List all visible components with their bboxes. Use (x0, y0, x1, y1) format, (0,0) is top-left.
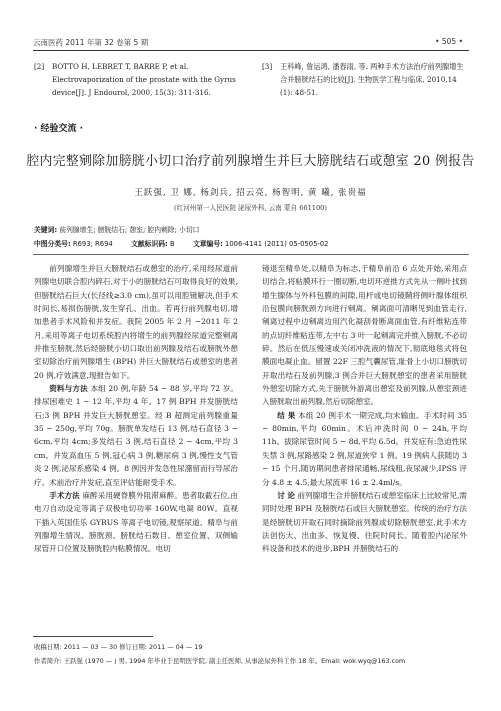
doc-code-label: 文献标识码: (131, 240, 168, 248)
text-results: 本组 20 例手术一期完成,均未输血。手术时间 35 ~ 80min,平均 60min。术后冲洗时间 0 ~ 24h,平均 11h。拔除尿管时间 5 ~ 8d,平均 6.5d。并发症有:急迫性尿失禁 3 例,尿路感染 2 例,尿道狭窄 1 例。19 例病人获随访 3 ~ 15 个月,随访期间患者排尿通畅,尿线粗,夜尿减少,IPSS 评分 4.8 ± 4.5,最大尿流率 16 ± 2.4ml/s。 (262, 410, 467, 487)
body-column-right (262, 262, 467, 622)
footnote-received: 收稿日期: 2011 — 03 — 30 修订日期: 2011 — 04 — 19 (34, 643, 203, 651)
paragraph-discussion (262, 489, 467, 556)
body-column-left (34, 262, 238, 622)
paragraph-results (262, 409, 467, 489)
section-label: · 经验交流 · (34, 124, 84, 134)
reference-text: BOTTO H, LEBRET T, BARRE P, et al. Electrovaporization of the prostate with the Gyrus device[J]. J Endourol, 2000, 15(3): 311-316. (52, 62, 236, 97)
paragraph-materials (34, 382, 238, 489)
heading-results: 结 果 (277, 410, 296, 420)
heading-surgery: 手术方法 (49, 490, 80, 500)
page-number: • 505 • (435, 37, 463, 46)
cls-value: R693; R694 (72, 240, 113, 248)
reference-right (262, 60, 467, 99)
paragraph-surgery-cont: 镜退至精阜处,以精阜为标志,于精阜前沿 6 点处开始,采用点切结合,将粘膜环行一圈切断,电切环逆推方式先从一侧叶找到增生腺体与外科包膜的间隙,用杆或电切镜鞘将侧叶腺体组织沿包膜向膀胱颈方向进行剜离。剜离面可清晰见到血管走行,剜离过程中边剜离边用汽化凝刮骨断离面血管,有纤维粘连带的点切纤维粘连带,左中右 3 叶一起剜离完并推入膀胱,不必切碎。然后在低压慢速或关闭冲洗液的情况下,彻底地毯式将包膜面电凝止血。留置 22F 三腔气囊尿管,耻骨上小切口膀胱切开取出结石及前列腺,3 例合并巨大膀胱憩室的患者采用膀胱外憩室切除方式,先于膀胱外游离出憩室及前列腺,从憩室颈进入膀胱取出前列腺,然后切除憩室。 (262, 264, 467, 407)
article-id-label: 文章编号: (192, 240, 223, 248)
keywords-line (34, 224, 199, 234)
reference-number: [2] (34, 62, 45, 71)
article-authors: 王跃强, 卫 娜, 杨剑兵, 招云亮, 杨智明, 黄 曦, 张贵福 (134, 188, 367, 198)
reference-number: [3] (262, 62, 273, 71)
article-title: 腔内完整剜除加膀胱小切口治疗前列腺增生并巨大膀胱结石或憩室 20 例报告 (26, 154, 475, 169)
reference-text: 王科峰, 詹运鸿, 潘春雨, 等. 两种手术方法治疗前列腺增生合并膀胱结石的比较[J]. 生物医学工程与临床, 2010,14 (1): 48-51. (280, 62, 464, 97)
paragraph-intro: 前列腺增生并巨大膀胱结石或憩室的治疗,采用经尿道前列腺电切联合腔内碎石,对于小的膀胱结石可取得良好的效果,但膀胱结石巨大(长径线≥3.0 cm),虽可以用腔镜解决,但手术时间长,易损伤膀胱,发生穿孔、出血。若再行前列腺电切,增加患者手术风险和并发症。我院 2005 年 2 月 ~2011 年 2 月,采用等离子电切系统腔内将增生的前列腺经尿道完整剜离并推至膀胱,然后经膀胱小切口取出前列腺及结石或膀胱外憩室切除治疗前列腺增生 (BPH) 并巨大膀胱结石或憩室的患者 20 例,疗效满意,现报告如下。 (34, 264, 238, 380)
keywords-value: 前列腺增生; 膀胱结石; 憩室; 腔内剜除; 小切口 (59, 226, 200, 234)
reference-left (34, 60, 239, 99)
classification-line (34, 238, 329, 248)
article-affiliation: (红河州第一人民医院 泌尿外科, 云南 蒙自 661100) (174, 204, 327, 212)
text-materials: 本组 20 例,年龄 54 ~ 88 岁,平均 72 岁。排尿困难史 1 ~ 12 年,平均 4 年。17 例 BPH 并发膀胱结石;3 例 BPH 并发巨大膀胱憩室。经 B 超测定前列腺重量 35 ~ 250g,平均 70g。膀胱单发结石 13 例,结石直径 3 ~ 6cm,平均 4cm;多发结石 3 例,结石直径 2 ~ 4cm,平均 3 cm。并发高血压 5 例,冠心病 3 例,糖尿病 3 例,慢性支气管炎 2 例,泌尿系感染 4 例。8 例因并发急性尿潴留而行导尿治疗。术前治疗并发症,直至评估能耐受手术。 (34, 384, 238, 487)
footnote-author: 作者简介: 王跃强 (1970 — ) 男, 1994 年毕业于昆明医学院, 副主任医师, 从事泌尿外科工作 18 年。Email: wok.wyq@163.com (34, 657, 406, 665)
text-discussion: 前列腺增生合并膀胱结石或憩室临床上比较常见,需同时处理 BPH 及膀胱结石或巨大膀胱憩室。传统的治疗方法是经膀胱切开取石同时摘除前列腺或切除膀胱憩室,此手术方法创伤大、出血多、恢复慢、住院时间长。随着腔内泌尿外科设备和技术的进步,BPH 并膀胱结石的 (262, 490, 467, 554)
keywords-label: 关键词: (34, 226, 58, 234)
heading-materials: 资料与方法 (49, 384, 88, 394)
header-rule (33, 50, 469, 51)
text-surgery: 麻醉采用硬脊膜外阻滞麻醉。患者取截石位,由电刀自动设定等离子双极电切功率 160W,电凝 80W。直视下插入英国佳乐 GYRUS 等离子电切镜,观察尿道、精阜与前列腺增生情况、膀胱颈、膀胱结石数目、憩室位置、双侧输尿管开口位置及膀胱腔内粘膜情况。电切 (34, 490, 238, 554)
cls-label: 中图分类号: (34, 240, 71, 248)
heading-discussion: 讨 论 (277, 490, 296, 500)
meta-rule (33, 254, 469, 255)
footnote-rule (33, 636, 153, 637)
doc-code-value: B (169, 240, 175, 248)
journal-header: 云南医药 2011 年第 32 卷第 5 期 (33, 38, 149, 47)
article-id-value: 1006-4141 (2011) 05-0505-02 (225, 240, 329, 248)
paragraph-surgery (34, 489, 238, 556)
